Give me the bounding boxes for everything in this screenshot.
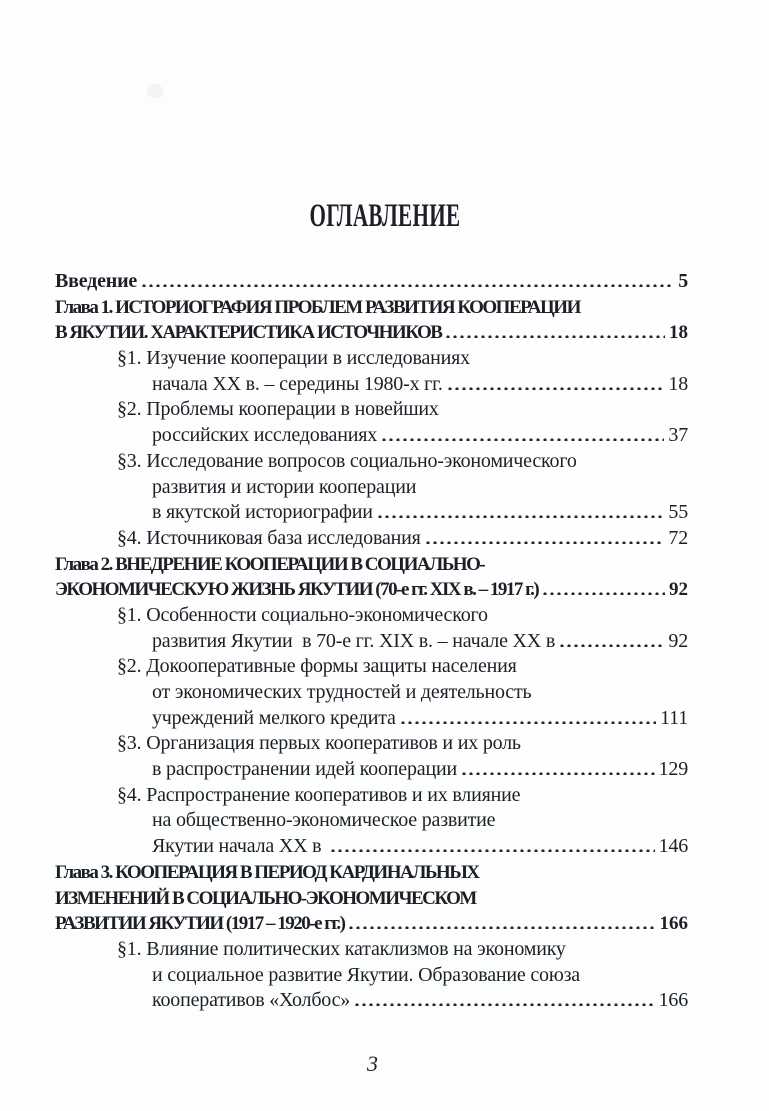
dot-leader	[560, 643, 664, 647]
toc-entry-text: российских исследованиях	[152, 424, 378, 447]
toc-line	[55, 552, 688, 578]
dot-leader	[543, 591, 665, 595]
toc-line	[55, 834, 688, 860]
toc-page-number: 92	[669, 579, 688, 601]
toc-line	[55, 475, 688, 501]
toc-entry-text: и социальное развитие Якутии. Образование союза	[152, 963, 580, 986]
toc-page-number: 92	[668, 629, 688, 652]
toc-entry-text: начала XX в. – середины 1980-х гг.	[152, 372, 443, 395]
toc-entry-text: учреждений мелкого кредита	[152, 706, 396, 729]
toc-line	[55, 423, 688, 449]
toc-entry-text: на общественно-экономическое развитие	[152, 809, 496, 832]
toc-line	[55, 449, 688, 475]
dot-leader	[401, 720, 656, 724]
toc-entry-text: развития и истории кооперации	[152, 475, 417, 498]
toc-line	[55, 706, 688, 732]
toc-page-number: 111	[660, 706, 688, 729]
toc-line	[55, 680, 688, 706]
dot-leader	[462, 771, 655, 775]
toc-line	[55, 757, 688, 783]
toc-line	[55, 397, 688, 423]
toc-line	[55, 372, 688, 398]
toc-entry-text: кооперативов «Холбос»	[152, 989, 351, 1012]
toc-entry-text: в распространении идей кооперации	[152, 758, 457, 781]
toc-entry-text: §3. Исследование вопросов социально-экономического	[117, 449, 577, 472]
toc-page-number: 18	[668, 372, 688, 395]
toc-entry-text: развития Якутии в 70-е гг. XIX в. – начале XX в	[152, 629, 556, 652]
dot-leader	[142, 283, 674, 287]
dot-leader	[426, 540, 665, 544]
toc-line	[55, 988, 688, 1014]
toc-entry-text: §4. Распространение кооперативов и их влияние	[117, 783, 521, 806]
toc-entry-text: В ЯКУТИИ. ХАРАКТЕРИСТИКА ИСТОЧНИКОВ	[55, 322, 442, 344]
toc-line	[55, 731, 688, 757]
toc-line	[55, 783, 688, 809]
toc-page-number: 166	[658, 989, 688, 1012]
toc-line	[55, 937, 688, 963]
toc-line	[55, 346, 688, 372]
toc-line	[55, 526, 688, 552]
toc-line	[55, 500, 688, 526]
toc-line	[55, 320, 688, 346]
toc-page-number: 55	[668, 501, 688, 524]
toc-entry-text: Глава 1. ИСТОРИОГРАФИЯ ПРОБЛЕМ РАЗВИТИЯ КООПЕРАЦИИ	[55, 296, 580, 318]
toc-page-number: 166	[659, 913, 688, 935]
toc-entry-text: от экономических трудностей и деятельность	[152, 681, 532, 703]
dot-leader	[382, 437, 664, 441]
page-title	[0, 196, 769, 235]
toc-line	[55, 629, 688, 655]
toc-entry-text: §4. Источниковая база исследования	[117, 526, 421, 549]
toc-page-number: 37	[668, 424, 688, 447]
toc-entry-text: §3. Организация первых кооперативов и их роль	[117, 732, 521, 755]
toc-line	[55, 963, 688, 989]
scan-artifact	[147, 84, 163, 98]
table-of-contents	[55, 269, 688, 1014]
dot-leader	[331, 848, 654, 852]
toc-line	[55, 269, 688, 295]
toc-page-number: 72	[668, 526, 688, 549]
toc-entry-text: Глава 2. ВНЕДРЕНИЕ КООПЕРАЦИИ В СОЦИАЛЬНО-	[55, 553, 485, 575]
toc-entry-text: §2. Докооперативные формы защиты населения	[117, 655, 517, 678]
toc-entry-text: §1. Влияние политических катаклизмов на экономику	[117, 937, 566, 960]
page-title-text: ОГЛАВЛЕНИЕ	[309, 198, 460, 234]
toc-page-number: 5	[678, 270, 688, 292]
toc-entry-text: §1. Особенности социально-экономического	[117, 603, 488, 626]
toc-line	[55, 911, 688, 937]
toc-line	[55, 577, 688, 603]
toc-entry-text: РАЗВИТИИ ЯКУТИИ (1917 – 1920-е гг.)	[55, 913, 345, 935]
dot-leader	[448, 386, 665, 390]
toc-entry-text: Якутии начала XX в	[152, 835, 327, 858]
toc-line	[55, 860, 688, 886]
dot-leader	[355, 1002, 655, 1006]
toc-entry-text: Введение	[55, 270, 138, 292]
dot-leader	[378, 514, 665, 518]
folio-number: 3	[367, 1051, 378, 1076]
toc-line	[55, 603, 688, 629]
toc-page-number: 129	[658, 758, 688, 781]
toc-line	[55, 808, 688, 834]
toc-line	[55, 295, 688, 321]
toc-entry-text: §2. Проблемы кооперации в новейших	[117, 398, 439, 421]
toc-entry-text: ЭКОНОМИЧЕСКУЮ ЖИЗНЬ ЯКУТИИ (70-е гг. XIX в. – 1917 г.)	[55, 579, 539, 601]
toc-entry-text: Глава 3. КООПЕРАЦИЯ В ПЕРИОД КАРДИНАЛЬНЫХ	[55, 861, 479, 883]
toc-line	[55, 654, 688, 680]
toc-page-number: 18	[669, 322, 688, 344]
toc-entry-text: в якутской историографии	[152, 501, 373, 524]
dot-leader	[349, 925, 655, 929]
folio	[0, 1050, 745, 1078]
toc-entry-text: §1. Изучение кооперации в исследованиях	[117, 347, 470, 370]
toc-line	[55, 886, 688, 912]
toc-page-number: 146	[658, 835, 688, 858]
dot-leader	[446, 334, 665, 338]
toc-entry-text: ИЗМЕНЕНИЙ В СОЦИАЛЬНО-ЭКОНОМИЧЕСКОМ	[55, 887, 476, 909]
